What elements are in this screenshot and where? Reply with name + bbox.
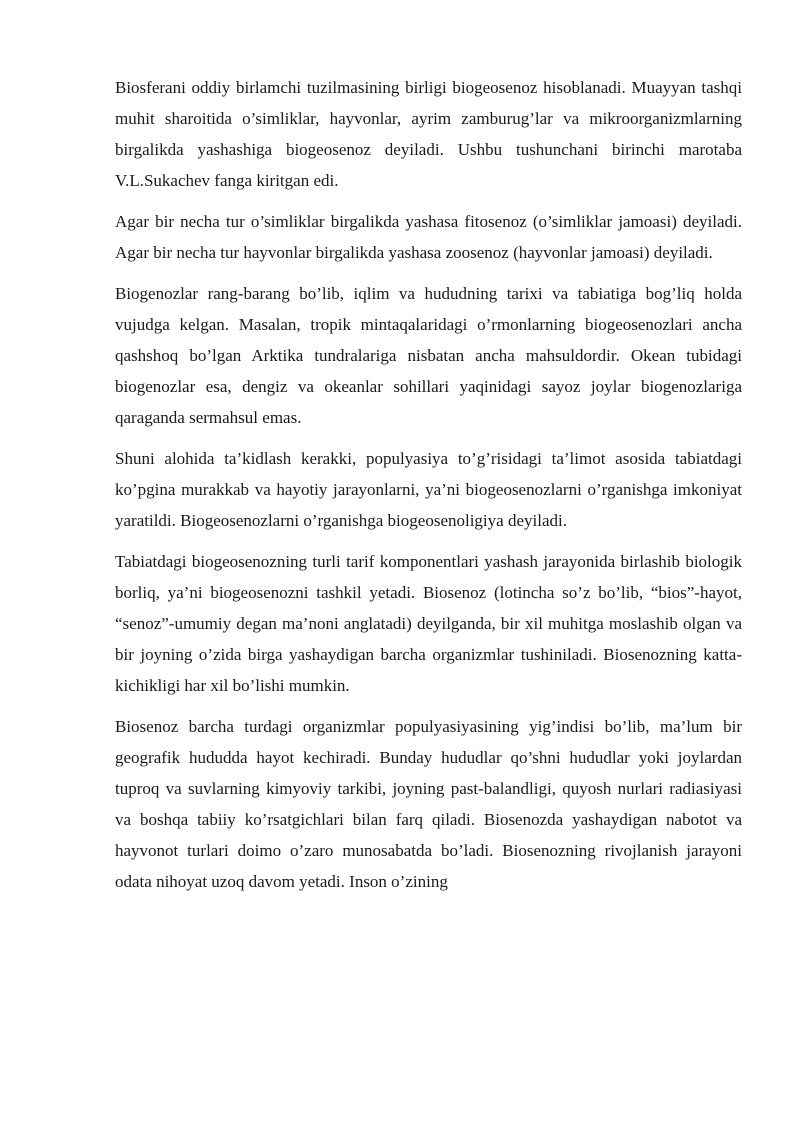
paragraph-biosenoz-populations: Biosenoz barcha turdagi organizmlar populyasiyasining yig’indisi bo’lib, ma’lum bir geografik hududda hayot kechiradi. Bunday hududlar qo’shni hududlar yoki joylardan tuproq va suvlarning kimyoviy tarkibi, joyning past-balandligi, quyosh nurlari radiasiyasi va boshqa tabiiy ko’rsatgichlari bilan farq qiladi. Biosenozda yashaydigan nabotot va hayvonot turlari doimo o’zaro munosabatda bo’ladi. Biosenozning rivojlanish jarayoni odata nihoyat uzoq davom yetadi. Inson o’zining — [115, 717, 742, 891]
paragraph-biogeosenologiya: Shuni alohida ta’kidlash kerakki, populyasiya to’g’risidagi ta’limot asosida tabiatdagi ko’pgina murakkab va hayotiy jarayonlarni, ya’ni biogeosenozlarni o’rganishga imkoniyat yaratildi. Biogeosenozlarni o’rganishga biogeosenoligiya deyiladi. — [115, 449, 742, 530]
document-body — [115, 72, 742, 907]
paragraph-biogenoz-diversity: Biogenozlar rang-barang bo’lib, iqlim va hududning tarixi va tabiatiga bog’liq holda vujudga kelgan. Masalan, tropik mintaqalaridagi o’rmonlarning biogeosenozlari ancha qashshoq bo’lgan Arktika tundralariga nisbatan ancha mahsuldordir. Okean tubidagi biogenozlar esa, dengiz va okeanlar sohillari yaqinidagi sayoz joylar biogenozlariga qaraganda sermahsul emas. — [115, 284, 742, 427]
paragraph-fitosenoz-zoosenoz: Agar bir necha tur o’simliklar birgalikda yashasa fitosenoz (o’simliklar jamoasi) deyiladi. Agar bir necha tur hayvonlar birgalikda yashasa zoosenoz (hayvonlar jamoasi) deyiladi. — [115, 212, 742, 262]
paragraph-biogeosenoz-definition: Biosferani oddiy birlamchi tuzilmasining birligi biogeosenoz hisoblanadi. Muayyan tashqi muhit sharoitida o’simliklar, hayvonlar, ayrim zamburug’lar va mikroorganizmlarning birgalikda yashashiga biogeosenoz deyiladi. Ushbu tushunchani birinchi marotaba V.L.Sukachev fanga kiritgan edi. — [115, 78, 742, 190]
paragraph-biosenoz-definition: Tabiatdagi biogeosenozning turli tarif komponentlari yashash jarayonida birlashib biologik borliq, ya’ni biogeosenozni tashkil yetadi. Biosenoz (lotincha so’z bo’lib, “bios”-hayot, “senoz”-umumiy degan ma’noni anglatadi) deyilganda, bir xil muhitga moslashib olgan va bir joyning o’zida birga yashaydigan barcha organizmlar tushiniladi. Biosenozning katta-kichikligi har xil bo’lishi mumkin. — [115, 552, 742, 695]
